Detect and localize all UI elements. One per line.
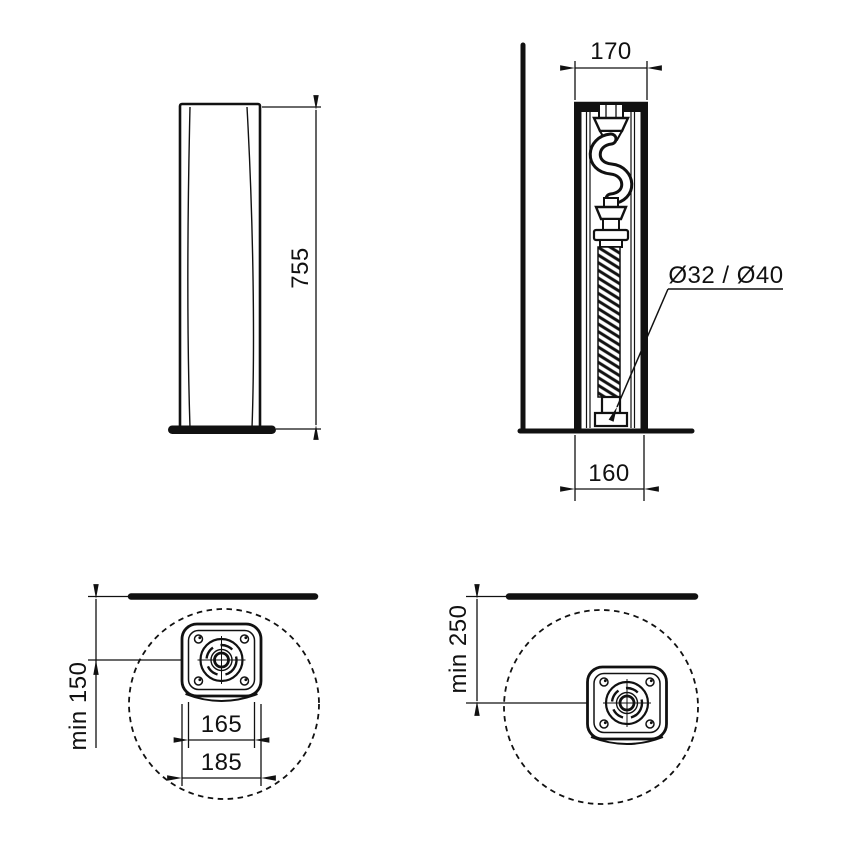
dim-label-min250: min 250 — [445, 604, 472, 694]
corrugated-hose — [598, 247, 620, 397]
plan-view-right — [445, 597, 698, 805]
front-view — [168, 104, 321, 434]
side-view — [520, 38, 784, 501]
dim-label-pipe-diameter: Ø32 / Ø40 — [668, 262, 784, 289]
trap-connector — [603, 219, 619, 230]
dimension-bottom-width-160 — [575, 435, 644, 501]
dim-label-min150: min 150 — [65, 661, 92, 751]
floor-outlet-flange — [595, 413, 627, 426]
trap-outlet-stem — [604, 198, 618, 207]
trap-nut-lower — [596, 207, 626, 219]
pedestal-front-outline — [180, 104, 260, 429]
tailpipe — [599, 104, 623, 118]
hose-flange-upper — [594, 230, 628, 240]
dimension-inner-width-165 — [189, 702, 255, 748]
dim-label-755: 755 — [287, 247, 314, 289]
pedestal-front-base — [168, 426, 276, 435]
dim-label-165: 165 — [200, 711, 243, 738]
dimension-top-width-170 — [575, 38, 647, 100]
trap-assembly — [594, 104, 628, 426]
dim-label-170: 170 — [590, 38, 632, 65]
dimension-wall-distance-min150 — [65, 599, 96, 750]
dim-label-160: 160 — [588, 460, 630, 487]
trap-nut-upper — [594, 118, 628, 131]
plan-view-left — [65, 597, 319, 800]
dimension-height-755 — [262, 107, 321, 429]
dim-label-185: 185 — [200, 749, 243, 776]
dimension-wall-distance-min250 — [445, 599, 477, 701]
hose-collar — [600, 240, 622, 247]
